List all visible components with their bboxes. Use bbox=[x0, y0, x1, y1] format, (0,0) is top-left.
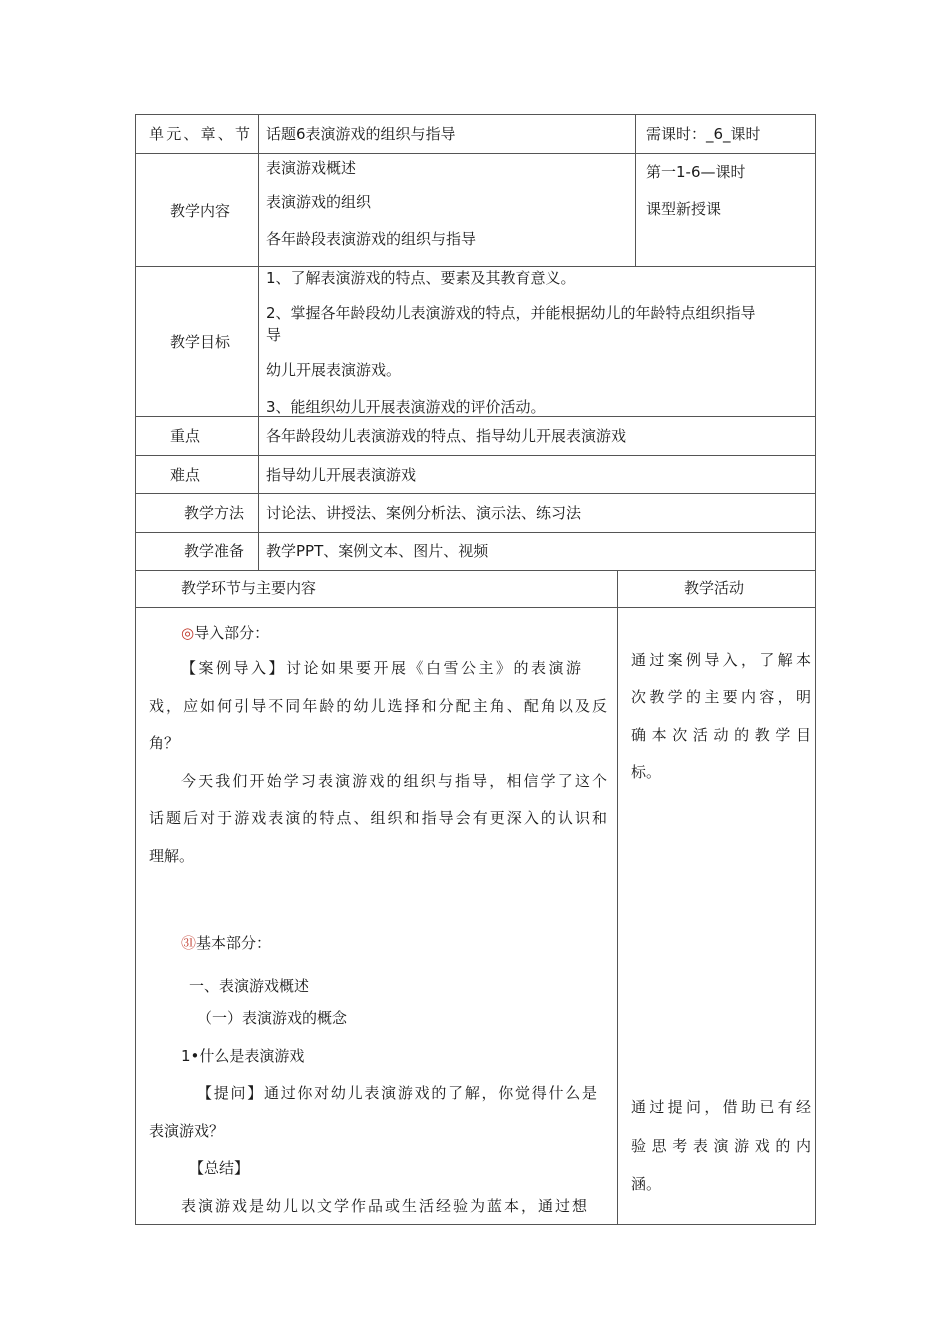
table-border bbox=[135, 570, 816, 571]
case-text-line: 【案例导入】讨论如果要开展《白雪公主》的表演游 bbox=[181, 659, 581, 677]
today-text-line: 话题后对于游戏表演的特点、组织和指导会有更深入的认识和 bbox=[149, 809, 607, 827]
unit-label: 单元、章、节 bbox=[149, 125, 250, 143]
intro-marker: ◎ bbox=[181, 624, 195, 642]
ask-text-line: 表演游戏？ bbox=[149, 1122, 225, 1140]
objective-item-wrap: 导 bbox=[266, 326, 282, 344]
preparation-value: 教学PPT、案例文本、图片、视频 bbox=[266, 542, 489, 560]
objective-item: 2、掌握各年龄段幼儿表演游戏的特点，并能根据幼儿的年龄特点组织指导 bbox=[266, 304, 756, 322]
topic-title: 话题6表演游戏的组织与指导 bbox=[266, 125, 456, 143]
objective-item: 3、能组织幼儿开展表演游戏的评价活动。 bbox=[266, 398, 546, 416]
table-border bbox=[135, 607, 816, 608]
activity-text-line: 验思考表演游戏的内 bbox=[631, 1137, 811, 1155]
basic-heading bbox=[181, 933, 271, 953]
table-border bbox=[617, 570, 618, 1225]
preparation-label: 教学准备 bbox=[184, 542, 245, 560]
table-border bbox=[135, 455, 816, 456]
objective-item: 幼儿开展表演游戏。 bbox=[266, 361, 402, 379]
difficulty-label: 难点 bbox=[170, 466, 201, 484]
basic-title: 基本部分： bbox=[196, 934, 272, 952]
methods-value: 讨论法、讲授法、案例分析法、演示法、练习法 bbox=[266, 504, 582, 522]
hours-total: 需课时：_6_课时 bbox=[646, 125, 761, 143]
table-border bbox=[135, 114, 816, 115]
intro-title: 导入部分： bbox=[194, 624, 270, 642]
content-label: 教学内容 bbox=[170, 202, 231, 220]
difficulty-value: 指导幼儿开展表演游戏 bbox=[266, 466, 417, 484]
content-item: 各年龄段表演游戏的组织与指导 bbox=[266, 230, 477, 248]
case-text-line: 角？ bbox=[149, 734, 180, 752]
key-points-value: 各年龄段幼儿表演游戏的特点、指导幼儿开展表演游戏 bbox=[266, 427, 627, 445]
table-border bbox=[135, 266, 816, 267]
basic-marker: ㉛ bbox=[181, 934, 197, 952]
table-border bbox=[135, 153, 816, 154]
table-border bbox=[815, 114, 816, 1225]
process-col2-header: 教学活动 bbox=[684, 579, 745, 597]
section-heading: 一、表演游戏概述 bbox=[189, 977, 310, 995]
ask-text-line: 【提问】通过你对幼儿表演游戏的了解，你觉得什么是 bbox=[197, 1084, 597, 1102]
case-text-line: 戏，应如何引导不同年龄的幼儿选择和分配主角、配角以及反 bbox=[149, 697, 607, 715]
lesson-number: 第一1-6—课时 bbox=[646, 163, 746, 181]
intro-heading bbox=[181, 623, 269, 643]
today-text-line: 今天我们开始学习表演游戏的组织与指导，相信学了这个 bbox=[181, 772, 607, 790]
table-border bbox=[135, 114, 136, 1225]
key-points-label: 重点 bbox=[170, 427, 201, 445]
activity-text-line: 次教学的主要内容，明 bbox=[631, 688, 811, 706]
table-border bbox=[135, 1224, 816, 1225]
objectives-label: 教学目标 bbox=[170, 333, 231, 351]
definition-text-line: 表演游戏是幼儿以文学作品或生活经验为蓝本，通过想 bbox=[181, 1197, 587, 1215]
subsection-heading: （一）表演游戏的概念 bbox=[197, 1009, 348, 1027]
summary-heading: 【总结】 bbox=[189, 1159, 250, 1177]
table-border bbox=[135, 493, 816, 494]
content-item: 表演游戏的组织 bbox=[266, 193, 372, 211]
activity-text-line: 通过案例导入，了解本 bbox=[631, 651, 811, 669]
table-border bbox=[258, 114, 259, 570]
activity-text-line: 通过提问，借助已有经 bbox=[631, 1098, 811, 1116]
table-border bbox=[635, 114, 636, 267]
activity-text-line: 确本次活动的教学目 bbox=[631, 726, 811, 744]
objective-item: 1、了解表演游戏的特点、要素及其教育意义。 bbox=[266, 269, 576, 287]
table-border bbox=[135, 532, 816, 533]
methods-label: 教学方法 bbox=[184, 504, 245, 522]
question-heading: 1•什么是表演游戏 bbox=[181, 1047, 305, 1065]
activity-text-line: 涵。 bbox=[631, 1175, 662, 1193]
process-col1-header: 教学环节与主要内容 bbox=[181, 579, 317, 597]
content-item: 表演游戏概述 bbox=[266, 159, 357, 177]
lesson-type: 课型新授课 bbox=[646, 200, 722, 218]
today-text-line: 理解。 bbox=[149, 847, 195, 865]
activity-text-line: 标。 bbox=[631, 763, 662, 781]
